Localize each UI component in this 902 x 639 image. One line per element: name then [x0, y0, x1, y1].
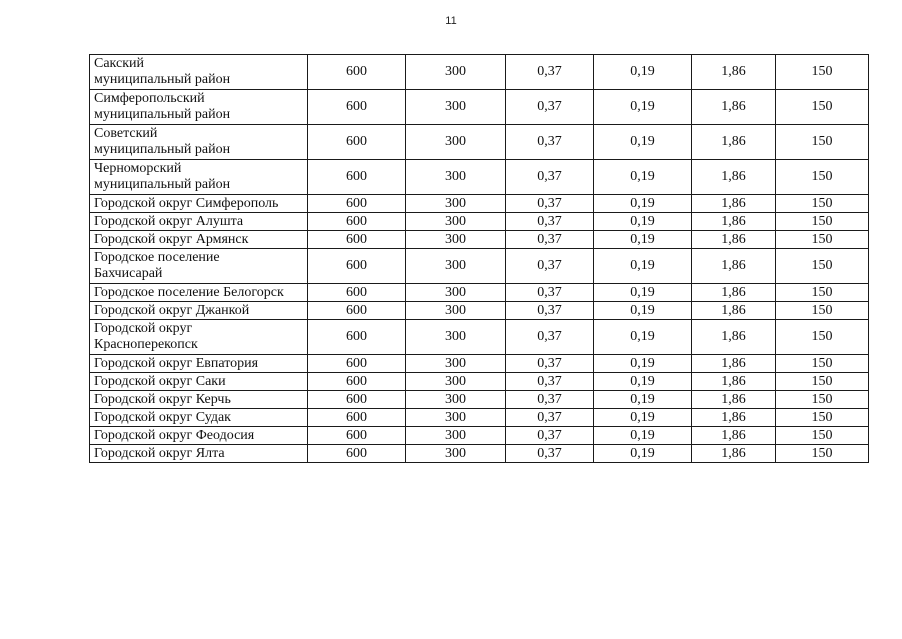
value-cell-6: 150: [776, 125, 869, 160]
value-cell-2: 300: [406, 284, 506, 302]
municipality-name-line: Городское поселение Белогорск: [94, 284, 284, 300]
table-row: [90, 391, 869, 409]
table-row: [90, 320, 869, 355]
value-cell-4: 0,19: [594, 249, 692, 284]
table-row: [90, 373, 869, 391]
value-cell-4: 0,19: [594, 355, 692, 373]
value-cell-2: 300: [406, 320, 506, 355]
value-cell-4: 0,19: [594, 302, 692, 320]
municipality-name-line: муниципальный район: [94, 142, 231, 157]
value-cell-1: 600: [308, 249, 406, 284]
municipality-name-line: муниципальный район: [94, 107, 231, 122]
value-cell-1: 600: [308, 213, 406, 231]
value-cell-4: 0,19: [594, 195, 692, 213]
value-cell-2: 300: [406, 391, 506, 409]
value-cell-2: 300: [406, 213, 506, 231]
municipality-name-cell: [90, 355, 308, 373]
value-cell-1: 600: [308, 355, 406, 373]
municipality-name-cell: [90, 160, 308, 195]
value-cell-6: 150: [776, 445, 869, 463]
municipality-name-line: Городской округ Армянск: [94, 231, 249, 247]
table-row: [90, 302, 869, 320]
value-cell-2: 300: [406, 55, 506, 90]
municipality-name-line: муниципальный район: [94, 72, 231, 87]
value-cell-5: 1,86: [692, 302, 776, 320]
value-cell-3: 0,37: [506, 249, 594, 284]
municipality-name-cell: [90, 445, 308, 463]
value-cell-5: 1,86: [692, 373, 776, 391]
value-cell-6: 150: [776, 160, 869, 195]
value-cell-4: 0,19: [594, 90, 692, 125]
municipality-name-line: Городской округ Евпатория: [94, 355, 259, 371]
value-cell-1: 600: [308, 320, 406, 355]
value-cell-1: 600: [308, 55, 406, 90]
municipality-name-cell: [90, 302, 308, 320]
value-cell-5: 1,86: [692, 213, 776, 231]
value-cell-4: 0,19: [594, 320, 692, 355]
value-cell-1: 600: [308, 391, 406, 409]
value-cell-1: 600: [308, 195, 406, 213]
value-cell-1: 600: [308, 302, 406, 320]
table-row: [90, 231, 869, 249]
data-table: [89, 54, 869, 463]
value-cell-5: 1,86: [692, 55, 776, 90]
municipality-name-line: Городской округ Ялта: [94, 445, 225, 461]
value-cell-4: 0,19: [594, 391, 692, 409]
value-cell-2: 300: [406, 409, 506, 427]
value-cell-4: 0,19: [594, 231, 692, 249]
value-cell-1: 600: [308, 409, 406, 427]
municipality-name-line: Городской округ Феодосия: [94, 427, 255, 443]
page-number: 11: [445, 15, 457, 27]
value-cell-2: 300: [406, 249, 506, 284]
value-cell-2: 300: [406, 160, 506, 195]
municipality-name-line: Городской округ Саки: [94, 373, 226, 389]
table-row: [90, 213, 869, 231]
value-cell-1: 600: [308, 231, 406, 249]
value-cell-5: 1,86: [692, 231, 776, 249]
value-cell-5: 1,86: [692, 445, 776, 463]
municipality-name-cell: [90, 231, 308, 249]
value-cell-2: 300: [406, 373, 506, 391]
municipality-name-cell: [90, 427, 308, 445]
value-cell-4: 0,19: [594, 427, 692, 445]
municipality-name-cell: [90, 391, 308, 409]
value-cell-3: 0,37: [506, 373, 594, 391]
value-cell-3: 0,37: [506, 302, 594, 320]
municipality-name-cell: [90, 195, 308, 213]
municipality-name-cell: [90, 373, 308, 391]
municipality-name-line: Городской округ Симферополь: [94, 195, 279, 211]
value-cell-2: 300: [406, 231, 506, 249]
value-cell-6: 150: [776, 409, 869, 427]
value-cell-3: 0,37: [506, 195, 594, 213]
value-cell-5: 1,86: [692, 284, 776, 302]
value-cell-3: 0,37: [506, 391, 594, 409]
table-row: [90, 160, 869, 195]
value-cell-6: 150: [776, 249, 869, 284]
municipality-name-line: Симферопольский: [94, 91, 205, 106]
value-cell-3: 0,37: [506, 231, 594, 249]
value-cell-1: 600: [308, 445, 406, 463]
value-cell-3: 0,37: [506, 160, 594, 195]
value-cell-1: 600: [308, 284, 406, 302]
value-cell-3: 0,37: [506, 445, 594, 463]
value-cell-4: 0,19: [594, 373, 692, 391]
municipality-name-cell: [90, 213, 308, 231]
municipality-name-line: Черноморский: [94, 161, 182, 176]
table-row: [90, 427, 869, 445]
municipality-name-line: Городское поселение: [94, 250, 220, 265]
municipality-name-line: Городской округ Алушта: [94, 213, 244, 229]
municipality-name-line: Городской округ Керчь: [94, 391, 231, 407]
table-row: [90, 409, 869, 427]
municipality-name-line: Городской округ Судак: [94, 409, 231, 425]
municipality-name-cell: [90, 90, 308, 125]
value-cell-5: 1,86: [692, 195, 776, 213]
value-cell-6: 150: [776, 231, 869, 249]
table-body: [90, 55, 869, 463]
value-cell-3: 0,37: [506, 355, 594, 373]
value-cell-3: 0,37: [506, 213, 594, 231]
table-row: [90, 195, 869, 213]
table-row: [90, 55, 869, 90]
value-cell-6: 150: [776, 427, 869, 445]
value-cell-1: 600: [308, 373, 406, 391]
municipality-name-line: Бахчисарай: [94, 266, 163, 281]
value-cell-1: 600: [308, 90, 406, 125]
table-row: [90, 249, 869, 284]
municipality-name-line: Красноперекопск: [94, 337, 198, 352]
value-cell-2: 300: [406, 125, 506, 160]
value-cell-5: 1,86: [692, 320, 776, 355]
table-row: [90, 125, 869, 160]
value-cell-3: 0,37: [506, 409, 594, 427]
value-cell-1: 600: [308, 160, 406, 195]
value-cell-4: 0,19: [594, 55, 692, 90]
municipality-name-cell: [90, 249, 308, 284]
value-cell-5: 1,86: [692, 249, 776, 284]
municipality-name-cell: [90, 320, 308, 355]
value-cell-6: 150: [776, 195, 869, 213]
table-row: [90, 445, 869, 463]
value-cell-6: 150: [776, 284, 869, 302]
value-cell-3: 0,37: [506, 284, 594, 302]
value-cell-5: 1,86: [692, 409, 776, 427]
value-cell-3: 0,37: [506, 90, 594, 125]
value-cell-4: 0,19: [594, 284, 692, 302]
value-cell-4: 0,19: [594, 160, 692, 195]
value-cell-1: 600: [308, 125, 406, 160]
municipality-name-cell: [90, 125, 308, 160]
value-cell-2: 300: [406, 355, 506, 373]
table-row: [90, 284, 869, 302]
municipality-name-cell: [90, 55, 308, 90]
municipality-name-cell: [90, 284, 308, 302]
table-row: [90, 90, 869, 125]
value-cell-5: 1,86: [692, 125, 776, 160]
table-row: [90, 355, 869, 373]
value-cell-6: 150: [776, 55, 869, 90]
value-cell-3: 0,37: [506, 427, 594, 445]
value-cell-3: 0,37: [506, 125, 594, 160]
value-cell-6: 150: [776, 213, 869, 231]
value-cell-2: 300: [406, 90, 506, 125]
value-cell-5: 1,86: [692, 427, 776, 445]
municipality-name-line: Советский: [94, 126, 158, 141]
value-cell-6: 150: [776, 355, 869, 373]
municipality-name-cell: [90, 409, 308, 427]
value-cell-3: 0,37: [506, 55, 594, 90]
value-cell-6: 150: [776, 320, 869, 355]
value-cell-4: 0,19: [594, 213, 692, 231]
value-cell-4: 0,19: [594, 445, 692, 463]
value-cell-4: 0,19: [594, 409, 692, 427]
municipality-name-line: Городской округ: [94, 321, 193, 336]
value-cell-2: 300: [406, 427, 506, 445]
value-cell-5: 1,86: [692, 391, 776, 409]
value-cell-5: 1,86: [692, 90, 776, 125]
municipality-name-line: муниципальный район: [94, 177, 231, 192]
value-cell-1: 600: [308, 427, 406, 445]
municipality-name-line: Сакский: [94, 56, 145, 71]
value-cell-5: 1,86: [692, 160, 776, 195]
value-cell-4: 0,19: [594, 125, 692, 160]
municipality-name-line: Городской округ Джанкой: [94, 302, 250, 318]
value-cell-6: 150: [776, 302, 869, 320]
value-cell-5: 1,86: [692, 355, 776, 373]
value-cell-3: 0,37: [506, 320, 594, 355]
value-cell-6: 150: [776, 391, 869, 409]
value-cell-2: 300: [406, 445, 506, 463]
value-cell-2: 300: [406, 195, 506, 213]
value-cell-2: 300: [406, 302, 506, 320]
value-cell-6: 150: [776, 373, 869, 391]
value-cell-6: 150: [776, 90, 869, 125]
